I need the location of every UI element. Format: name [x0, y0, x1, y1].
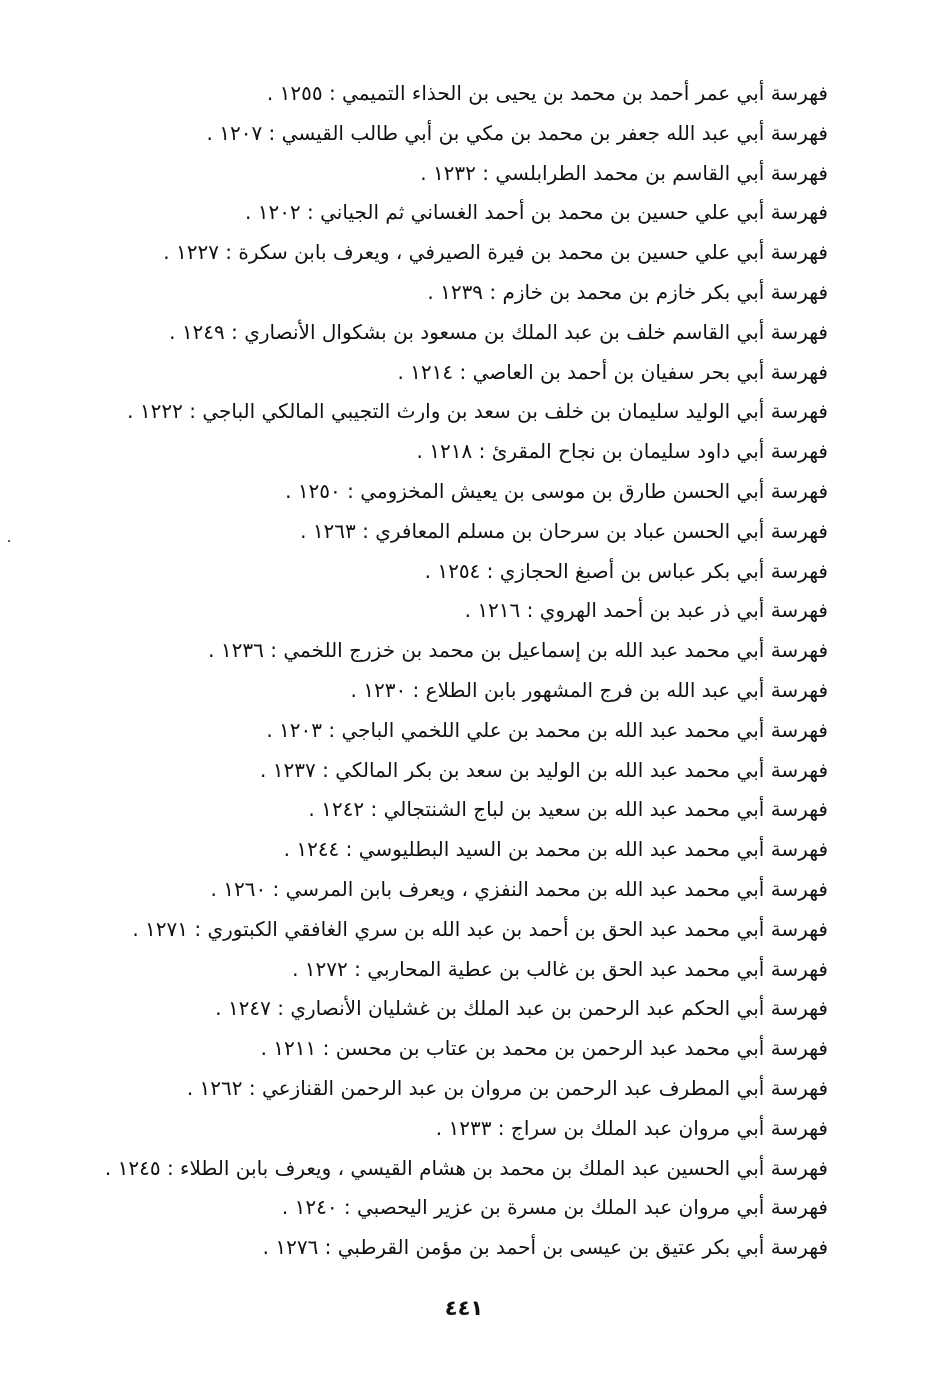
- margin-speck: [8, 540, 10, 542]
- index-entry: فهرسة أبي القاسم خلف بن عبد الملك بن مسعود بن بشكوال الأنصاري : ١٢٤٩ .: [169, 319, 828, 344]
- index-entry: فهرسة أبي المطرف عبد الرحمن بن مروان بن عبد الرحمن القنازعي : ١٢٦٢ .: [186, 1075, 828, 1100]
- index-entry: فهرسة أبي عمر أحمد بن محمد بن يحيى بن الحذاء التميمي : ١٢٥٥ .: [266, 81, 828, 105]
- index-entry: فهرسة أبي بكر عتيق بن عيسى بن أحمد بن مؤمن القرطبي : ١٢٧٦ .: [262, 1235, 828, 1260]
- index-entry: فهرسة أبي محمد عبد الله بن محمد بن السيد البطليوسي : ١٢٤٤ .: [283, 837, 828, 862]
- index-entry: فهرسة أبي الحكم عبد الرحمن بن عبد الملك بن غشليان الأنصاري : ١٢٤٧ .: [215, 996, 828, 1021]
- index-entry: فهرسة أبي محمد عبد الله بن محمد النفزي ، ويعرف بابن المرسي : ١٢٦٠ .: [210, 876, 828, 901]
- index-entry: فهرسة أبي بكر عباس بن أصبغ الحجازي : ١٢٥٤ .: [424, 558, 828, 583]
- index-entry: فهرسة أبي علي حسين بن محمد بن أحمد الغساني ثم الجياني : ١٢٠٢ .: [244, 200, 828, 225]
- index-entry: فهرسة أبي محمد عبد الرحمن بن محمد بن عتاب بن محسن : ١٢١١ .: [260, 1036, 828, 1061]
- index-entry: فهرسة أبي عبد الله جعفر بن محمد بن مكي بن أبي طالب القيسي : ١٢٠٧ .: [206, 120, 828, 145]
- index-entry: فهرسة أبي محمد عبد الله بن محمد بن علي اللخمي الباجي : ١٢٠٣ .: [266, 717, 828, 742]
- index-entry: فهرسة أبي القاسم بن محمد الطرابلسي : ١٢٣٢ .: [420, 160, 828, 185]
- index-entry: فهرسة أبي داود سليمان بن نجاح المقرئ : ١٢١٨ .: [416, 439, 828, 464]
- page-number: ٤٤١: [444, 1296, 484, 1320]
- index-entry: فهرسة أبي مروان عبد الملك بن مسرة بن عزير اليحصبي : ١٢٤٠ .: [281, 1195, 828, 1220]
- index-entry: فهرسة أبي محمد عبد الحق بن أحمد بن عبد الله بن سري الغافقي الكبتوري : ١٢٧١ .: [132, 916, 828, 941]
- index-entry: فهرسة أبي الحسن طارق بن موسى بن يعيش المخزومي : ١٢٥٠ .: [285, 478, 828, 503]
- index-entry: فهرسة أبي الحسن عباد بن سرحان بن مسلم المعافري : ١٢٦٣ .: [300, 518, 828, 543]
- index-entry: فهرسة أبي الوليد سليمان بن خلف بن سعد بن وارث التجيبي المالكي الباجي : ١٢٢٢ .: [127, 399, 828, 424]
- index-entry: فهرسة أبي عبد الله بن فرج المشهور بابن الطلاع : ١٢٣٠ .: [350, 677, 828, 702]
- index-entry: فهرسة أبي بكر خازم بن محمد بن خازم : ١٢٣٩ .: [427, 279, 828, 304]
- index-entry: فهرسة أبي بحر سفيان بن أحمد بن العاصي : ١٢١٤ .: [397, 359, 828, 384]
- index-entry: فهرسة أبي علي حسين بن محمد بن فيرة الصيرفي ، ويعرف بابن سكرة : ١٢٢٧ .: [163, 240, 828, 265]
- index-entry: فهرسة أبي محمد عبد الله بن الوليد بن سعد بن بكر المالكي : ١٢٣٧ .: [260, 757, 828, 782]
- index-entry: فهرسة أبي الحسين عبد الملك بن محمد بن هشام القيسي ، ويعرف بابن الطلاء : ١٢٤٥ .: [104, 1155, 828, 1180]
- index-entry: فهرسة أبي مروان عبد الملك بن سراج : ١٢٣٣ .: [435, 1115, 828, 1140]
- index-entry: فهرسة أبي محمد عبد الله بن إسماعيل بن محمد بن خزرج اللخمي : ١٢٣٦ .: [208, 638, 828, 663]
- index-entry: فهرسة أبي محمد عبد الحق بن غالب بن عطية المحاربي : ١٢٧٢ .: [292, 956, 828, 981]
- index-entry-list: [68, 74, 828, 1268]
- index-entry: فهرسة أبي ذر عبد بن أحمد الهروي : ١٢١٦ .: [464, 598, 828, 623]
- index-entry: فهرسة أبي محمد عبد الله بن سعيد بن لباج الشنتجالي : ١٢٤٢ .: [308, 797, 828, 822]
